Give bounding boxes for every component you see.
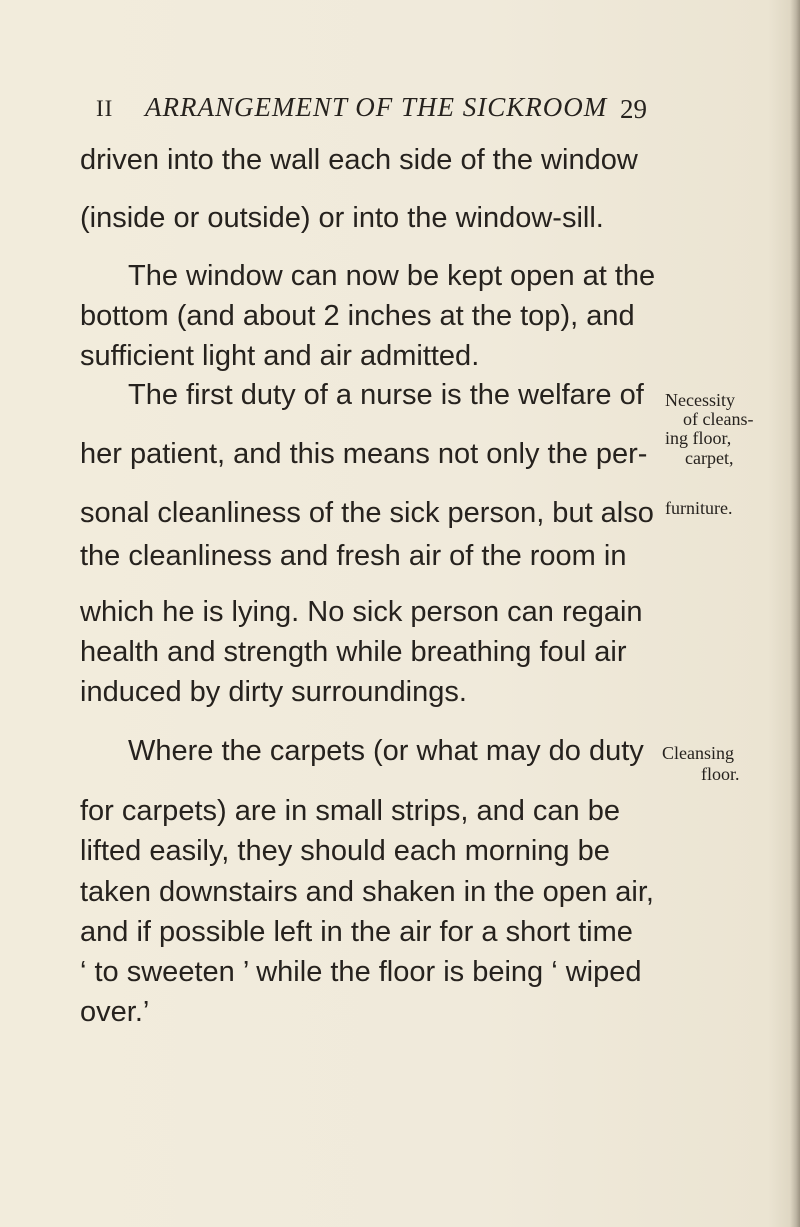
text-line: Where the carpets (or what may do duty — [128, 735, 644, 767]
text-line: sonal cleanliness of the sick person, but also — [80, 497, 654, 529]
margin-note-line: carpet, — [685, 448, 734, 468]
margin-note-line: Cleansing — [662, 743, 734, 763]
text-line: the cleanliness and fresh air of the room in — [80, 540, 627, 572]
text-line: lifted easily, they should each morning be — [80, 835, 610, 867]
text-line: for carpets) are in small strips, and can be — [80, 795, 620, 827]
text-line: her patient, and this means not only the per- — [80, 438, 648, 470]
margin-note-line: Necessity — [665, 390, 735, 410]
margin-note-line: of cleans- — [683, 409, 754, 429]
text-line: sufficient light and air admitted. — [80, 340, 480, 372]
text-line: ‘ to sweeten ’ while the floor is being ‘ wiped — [80, 956, 642, 988]
margin-note-line: floor. — [701, 764, 740, 784]
text-line: (inside or outside) or into the window-sill. — [80, 202, 604, 234]
margin-note-line: furniture. — [665, 498, 733, 518]
text-line: which he is lying. No sick person can regain — [80, 596, 643, 628]
running-title: ARRANGEMENT OF THE SICKROOM — [145, 92, 608, 122]
text-line: taken downstairs and shaken in the open air, — [80, 876, 654, 908]
chapter-number: II — [96, 96, 114, 121]
text-line: The first duty of a nurse is the welfare of — [128, 379, 644, 411]
text-line: bottom (and about 2 inches at the top), and — [80, 300, 635, 332]
text-line: driven into the wall each side of the window — [80, 144, 638, 176]
page-edge-shadow — [790, 0, 800, 1227]
text-line: The window can now be kept open at the — [128, 260, 656, 292]
text-line: over.’ — [80, 996, 150, 1028]
page-number: 29 — [620, 94, 647, 124]
margin-note-line: ing floor, — [665, 428, 732, 448]
running-header — [0, 90, 800, 130]
text-line: induced by dirty surroundings. — [80, 676, 467, 708]
text-line: health and strength while breathing foul air — [80, 636, 627, 668]
text-line: and if possible left in the air for a short time — [80, 916, 633, 948]
